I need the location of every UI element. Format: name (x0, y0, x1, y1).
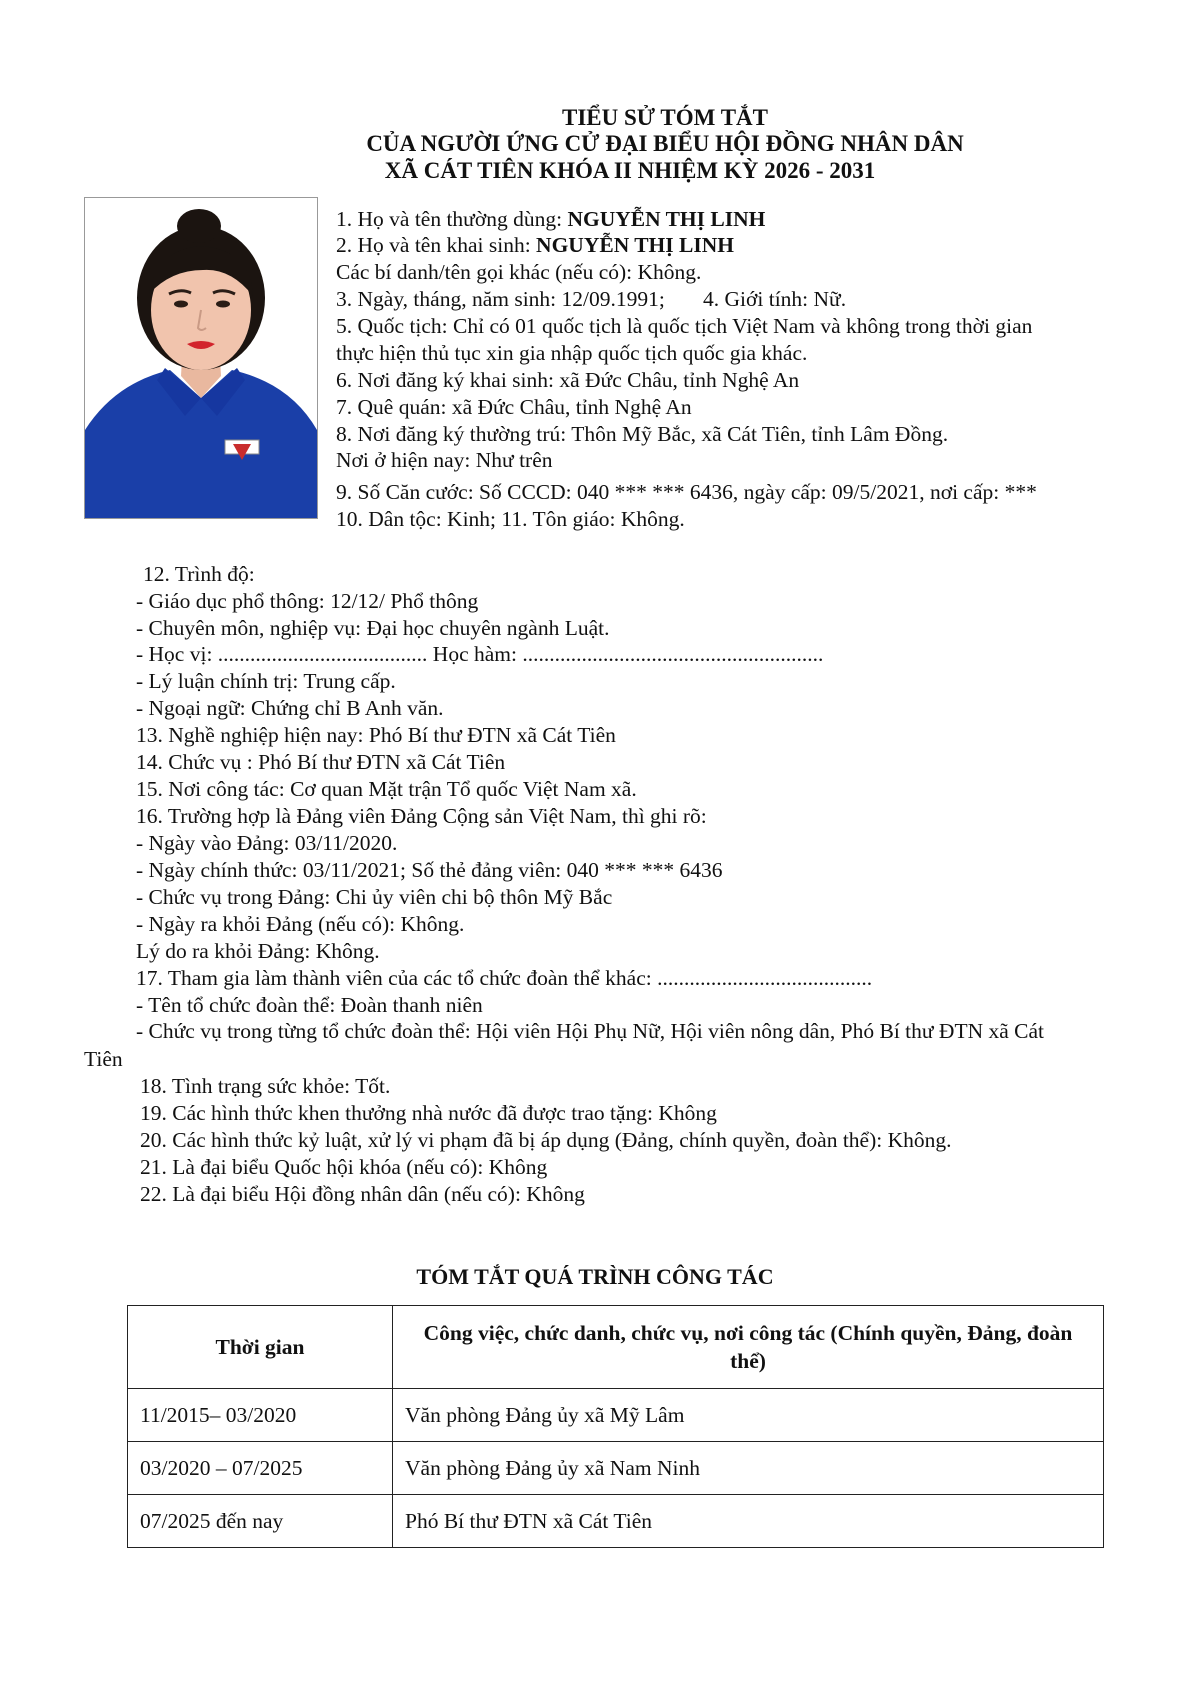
time-cell: 03/2020 – 07/2025 (128, 1442, 393, 1495)
id-card-line: 9. Số Căn cước: Số CCCD: 040 *** *** 6436, ngày cấp: 09/5/2021, nơi cấp: *** (336, 480, 1037, 504)
detail-line: 19. Các hình thức khen thưởng nhà nước đã được trao tặng: Không (140, 1101, 717, 1125)
detail-line: 12. Trình độ: (143, 562, 255, 586)
birth-name-line (336, 232, 734, 258)
detail-line: - Ngày vào Đảng: 03/11/2020. (136, 831, 398, 855)
title-line-2: CỦA NGƯỜI ỨNG CỬ ĐẠI BIỂU HỘI ĐỒNG NHÂN DÂN (366, 131, 964, 156)
detail-line: 16. Trường hợp là Đảng viên Đảng Cộng sản Việt Nam, thì ghi rõ: (136, 804, 707, 828)
portrait-photo (84, 197, 318, 519)
time-cell: 11/2015– 03/2020 (128, 1389, 393, 1442)
birth-name-label: 2. Họ và tên khai sinh: (336, 233, 537, 257)
table-header-row (128, 1306, 1104, 1389)
birthdate-line: 3. Ngày, tháng, năm sinh: 12/09.1991; (336, 287, 665, 311)
detail-line: 13. Nghề nghiệp hiện nay: Phó Bí thư ĐTN xã Cát Tiên (136, 723, 616, 747)
hometown-line: 7. Quê quán: xã Đức Châu, tỉnh Nghệ An (336, 395, 692, 419)
usual-name-line (336, 206, 765, 232)
detail-line: 20. Các hình thức kỷ luật, xử lý vi phạm đã bị áp dụng (Đảng, chính quyền, đoàn thể): Không. (140, 1128, 952, 1152)
table-row (128, 1495, 1104, 1548)
table-row (128, 1389, 1104, 1442)
detail-line: - Chức vụ trong từng tổ chức đoàn thể: Hội viên Hội Phụ Nữ, Hội viên nông dân, Phó Bí thư ĐTN xã Cát (136, 1019, 1045, 1043)
detail-line: 15. Nơi công tác: Cơ quan Mặt trận Tổ quốc Việt Nam xã. (136, 777, 637, 801)
column-header-time: Thời gian (128, 1306, 393, 1389)
detail-line: 14. Chức vụ : Phó Bí thư ĐTN xã Cát Tiên (136, 750, 506, 774)
gender-line: 4. Giới tính: Nữ. (703, 287, 847, 311)
detail-line: 17. Tham gia làm thành viên của các tổ chức đoàn thể khác: ........................................ (136, 966, 873, 990)
ethnicity-religion-line: 10. Dân tộc: Kinh; 11. Tôn giáo: Không. (336, 507, 685, 531)
birth-name-value: NGUYỄN THỊ LINH (536, 233, 734, 257)
work-cell: Văn phòng Đảng ủy xã Nam Ninh (393, 1442, 1104, 1495)
detail-line: Lý do ra khỏi Đảng: Không. (136, 939, 380, 963)
detail-line: - Ngày chính thức: 03/11/2021; Số thẻ đảng viên: 040 *** *** 6436 (136, 858, 723, 882)
detail-line: - Chức vụ trong Đảng: Chi ủy viên chi bộ thôn Mỹ Bắc (136, 885, 613, 909)
usual-name-value: NGUYỄN THỊ LINH (567, 207, 766, 231)
nationality-line-cont: thực hiện thủ tục xin gia nhập quốc tịch quốc gia khác. (336, 341, 808, 365)
alias-line: Các bí danh/tên gọi khác (nếu có): Không. (336, 260, 702, 284)
usual-name-label: 1. Họ và tên thường dùng: (336, 207, 568, 231)
nationality-line: 5. Quốc tịch: Chỉ có 01 quốc tịch là quốc tịch Việt Nam và không trong thời gian (336, 314, 1033, 338)
detail-line: - Chuyên môn, nghiệp vụ: Đại học chuyên ngành Luật. (136, 616, 610, 640)
birth-registration-line: 6. Nơi đăng ký khai sinh: xã Đức Châu, tỉnh Nghệ An (336, 368, 800, 392)
portrait-illustration (85, 198, 317, 518)
detail-line: - Học vị: ....................................... Học hàm: ........................................................ (136, 642, 824, 666)
detail-line: 22. Là đại biểu Hội đồng nhân dân (nếu có): Không (140, 1182, 585, 1206)
work-cell: Văn phòng Đảng ủy xã Mỹ Lâm (393, 1389, 1104, 1442)
title-line-3: XÃ CÁT TIÊN KHÓA II NHIỆM KỲ 2026 - 2031 (384, 158, 876, 183)
table-row (128, 1442, 1104, 1495)
title-line-1: TIỂU SỬ TÓM TẮT (562, 105, 768, 130)
current-address-line: Nơi ở hiện nay: Như trên (336, 448, 553, 472)
column-header-work: Công việc, chức danh, chức vụ, nơi công tác (Chính quyền, Đảng, đoàn thể) (393, 1306, 1104, 1389)
residence-line: 8. Nơi đăng ký thường trú: Thôn Mỹ Bắc, xã Cát Tiên, tỉnh Lâm Đồng. (336, 422, 949, 446)
detail-line: 21. Là đại biểu Quốc hội khóa (nếu có): Không (140, 1155, 548, 1179)
detail-line: - Ngày ra khỏi Đảng (nếu có): Không. (136, 912, 465, 936)
detail-line: - Giáo dục phổ thông: 12/12/ Phổ thông (136, 589, 479, 613)
time-cell: 07/2025 đến nay (128, 1495, 393, 1548)
work-history-table (127, 1305, 1104, 1548)
detail-line: Tiên (84, 1047, 123, 1071)
work-history-title: TÓM TẮT QUÁ TRÌNH CÔNG TÁC (416, 1264, 774, 1289)
detail-line: - Lý luận chính trị: Trung cấp. (136, 669, 396, 693)
detail-line: - Ngoại ngữ: Chứng chỉ B Anh văn. (136, 696, 444, 720)
detail-line: - Tên tổ chức đoàn thể: Đoàn thanh niên (136, 993, 483, 1017)
detail-line: 18. Tình trạng sức khỏe: Tốt. (140, 1074, 391, 1098)
work-cell: Phó Bí thư ĐTN xã Cát Tiên (393, 1495, 1104, 1548)
